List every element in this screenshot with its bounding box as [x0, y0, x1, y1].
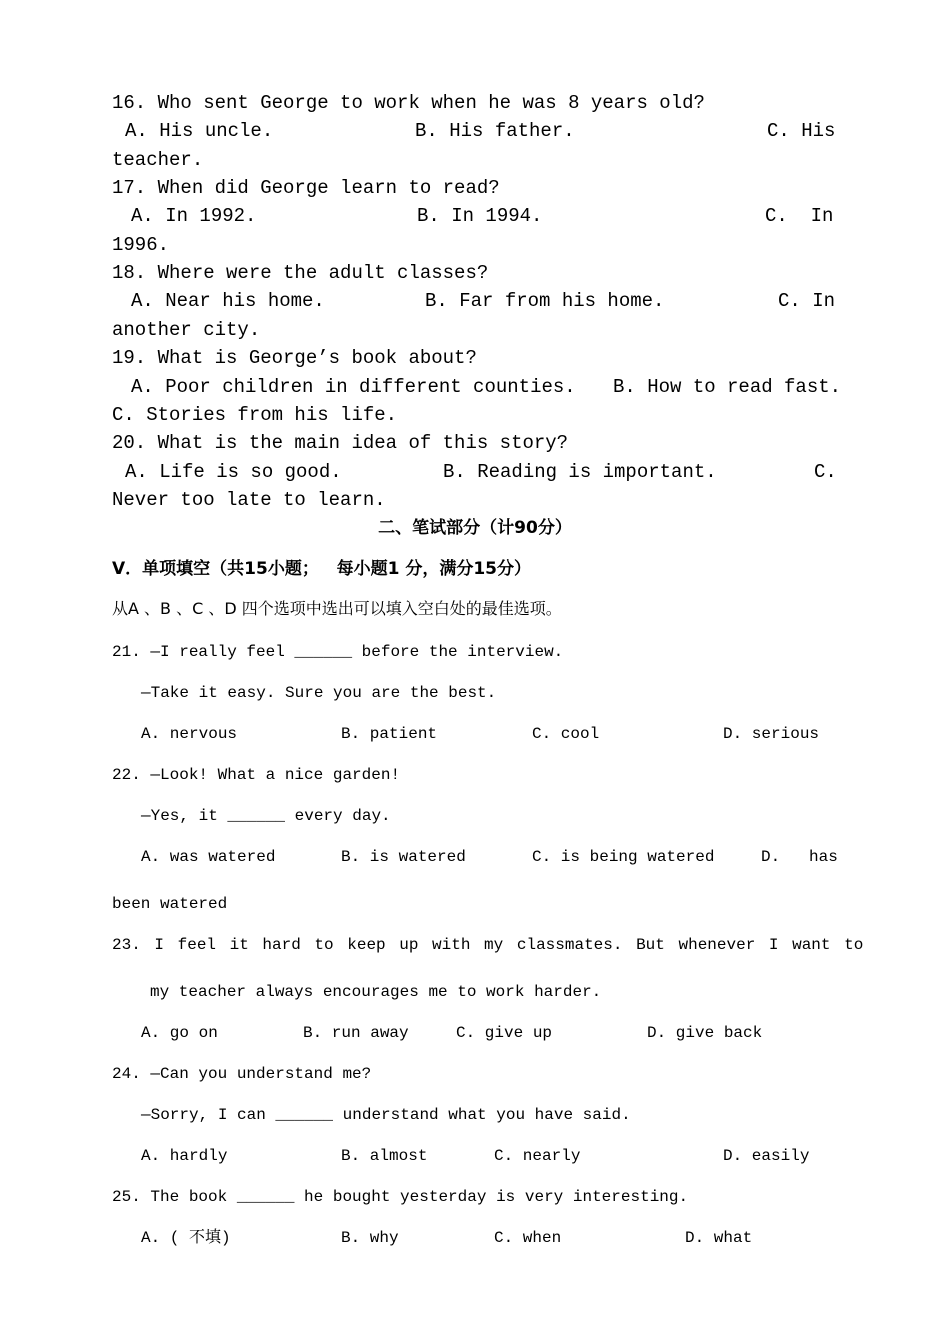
question-17-option-c: C. In [765, 205, 834, 227]
question-25-line-1: 25. The book ______ he bought yesterday is very interesting. [112, 1188, 689, 1206]
question-19-option-c: C. Stories from his life. [112, 404, 398, 426]
question-17-stem: 17. When did George learn to read? [112, 177, 500, 199]
question-25-option-c: C. when [494, 1229, 562, 1247]
question-20-option-c-cont: Never too late to learn. [112, 489, 386, 511]
question-23-line-1: 23. I feel it hard to keep up with my classmates. But whenever I want to [112, 936, 864, 954]
question-22-option-d: D. [761, 848, 781, 866]
question-24-option-d: D. easily [723, 1147, 810, 1165]
question-22-option-a: A. was watered [141, 848, 276, 866]
question-21-option-c: C. cool [532, 725, 600, 743]
question-16-stem: 16. Who sent George to work when he was 8 years old? [112, 92, 705, 114]
question-22-line-2: —Yes, it ______ every day. [141, 807, 391, 825]
question-21-option-a: A. nervous [141, 725, 238, 743]
question-19-option-a: A. Poor children in different counties. [131, 376, 576, 398]
question-23-option-c: C. give up [456, 1024, 553, 1042]
question-23-line-2: my teacher always encourages me to work harder. [150, 983, 602, 1001]
question-18-option-b: B. Far from his home. [425, 290, 665, 312]
question-22-option-d-end: has [809, 848, 838, 866]
question-23-option-a: A. go on [141, 1024, 218, 1042]
question-25-option-d: D. what [685, 1229, 753, 1247]
question-18-stem: 18. Where were the adult classes? [112, 262, 489, 284]
question-24-line-1: 24. —Can you understand me? [112, 1065, 372, 1083]
question-21-option-d: D. serious [723, 725, 820, 743]
question-21-line-2: —Take it easy. Sure you are the best. [141, 684, 497, 702]
question-18-option-c: C. In [778, 290, 836, 312]
question-24-option-c: C. nearly [494, 1147, 581, 1165]
question-24-line-2: —Sorry, I can ______ understand what you have said. [141, 1106, 631, 1124]
question-17-option-b: B. In 1994. [417, 205, 543, 227]
question-25-option-a: A. ( 不填) [141, 1229, 231, 1247]
question-20-option-a: A. Life is so good. [125, 461, 342, 483]
question-20-option-b: B. Reading is important. [443, 461, 717, 483]
question-22-line-1: 22. —Look! What a nice garden! [112, 766, 401, 784]
question-20-option-c: C. [814, 461, 837, 483]
question-22-option-d-cont: been watered [112, 895, 228, 913]
question-25-option-b: B. why [341, 1229, 399, 1247]
question-22-option-c: C. is being watered [532, 848, 715, 866]
part-title: V．单项填空（共15小题； 每小题1 分，满分15分） [112, 559, 531, 579]
question-19-option-b: B. How to read fast. [613, 376, 842, 398]
question-21-line-1: 21. —I really feel ______ before the interview. [112, 643, 564, 661]
question-19-stem: 19. What is George’s book about? [112, 347, 477, 369]
question-24-option-b: B. almost [341, 1147, 428, 1165]
question-23-option-d: D. give back [647, 1024, 763, 1042]
question-22-option-b: B. is watered [341, 848, 466, 866]
section-title: 二、笔试部分（计90分） [378, 518, 572, 538]
question-16-option-c-cont: teacher. [112, 149, 204, 171]
question-16-option-c: C. His [767, 120, 836, 142]
question-17-option-a: A. In 1992. [131, 205, 257, 227]
question-17-option-c-cont: 1996. [112, 234, 170, 256]
question-24-option-a: A. hardly [141, 1147, 228, 1165]
question-21-option-b: B. patient [341, 725, 438, 743]
question-16-option-a: A. His uncle. [125, 120, 274, 142]
question-18-option-c-cont: another city. [112, 319, 261, 341]
question-16-option-b: B. His father. [415, 120, 575, 142]
instruction-text: 从A 、B 、C 、D 四个选项中选出可以填入空白处的最佳选项。 [112, 599, 562, 618]
question-23-option-b: B. run away [303, 1024, 409, 1042]
question-18-option-a: A. Near his home. [131, 290, 325, 312]
question-20-stem: 20. What is the main idea of this story? [112, 432, 569, 454]
